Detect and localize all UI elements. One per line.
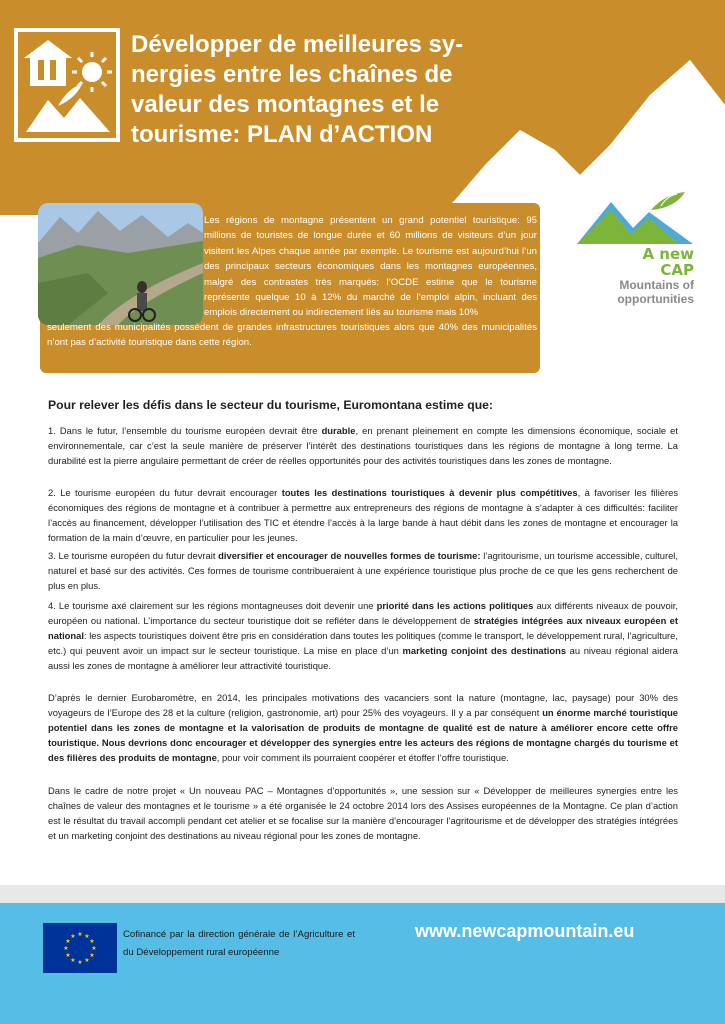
p1-text-a: 1. Dans le futur, l’ensemble du tourisme européen devrait être bbox=[48, 425, 322, 436]
svg-text:★: ★ bbox=[89, 952, 95, 959]
paragraph-1 bbox=[48, 423, 678, 468]
svg-text:★: ★ bbox=[77, 959, 83, 966]
p5-text-c: , pour voir comment ils pourraient coopérer et étoffer l’offre touristique. bbox=[216, 752, 509, 763]
paragraph-4 bbox=[48, 598, 678, 673]
paragraph-2 bbox=[48, 485, 678, 545]
title-line-1: Développer de meilleures sy- bbox=[131, 31, 464, 58]
p2-text-a: 2. Le tourisme européen du futur devrait encourager bbox=[48, 487, 282, 498]
page-title bbox=[131, 30, 491, 150]
footer-divider bbox=[0, 885, 725, 903]
svg-text:★: ★ bbox=[77, 931, 83, 938]
p3-bold: diversifier et encourager de nouvelles formes de tourisme: bbox=[218, 550, 481, 561]
svg-text:★: ★ bbox=[84, 957, 90, 964]
p3-text-a: 3. Le tourisme européen du futur devrait bbox=[48, 550, 219, 561]
cap-logo-line1: A new CAP bbox=[642, 245, 694, 279]
svg-text:★: ★ bbox=[65, 938, 71, 945]
title-line-4: tourisme: PLAN d’ACTION bbox=[131, 121, 433, 148]
p2-bold: toutes les destinations touristiques à devenir plus compétitives bbox=[281, 487, 578, 498]
header-banner bbox=[0, 0, 725, 215]
paragraph-5 bbox=[48, 690, 678, 765]
website-link[interactable]: www.newcapmountain.eu bbox=[415, 921, 635, 941]
hiker-photo bbox=[38, 203, 203, 325]
svg-text:★: ★ bbox=[84, 933, 90, 940]
svg-text:★: ★ bbox=[63, 945, 69, 952]
tourism-logo bbox=[14, 28, 120, 142]
title-line-2: nergies entre les chaînes de bbox=[131, 61, 453, 88]
cap-logo-line3: opportunities bbox=[617, 292, 694, 306]
svg-text:★: ★ bbox=[70, 957, 76, 964]
intro-text: Les régions de montagne présentent un grand potentiel touristique: 95 millions de touristes de longue durée et 60 millions de visiteurs d’un jour visitent les Alpes chaque année par exemple. Le tourisme est aujourd’hui l’un des principaux secteurs économiques dans les montagnes européennes, malgré des contrastes très marqués: l’OCDE estime que le tourisme représente quelque 10 à 12% du marché de l’emploi alpin, incluant des emplois directement ou indirectement liés au tourisme mais 10% bbox=[204, 215, 537, 319]
p5-bold: un énorme marché touristique potentiel dans les zones de montagne et la valorisation de produits de montagne de qualité est de nature à améliorer encore cette offre touristique. Nous devrions donc encourager et développer des synergies entre les acteurs des régions de montagne chargés du tourisme et des filières des produits de montagne bbox=[48, 707, 679, 763]
p4-text-c: aux différents niveaux de pouvoir, européen ou national. L’importance du secteur touristique doit se refléter dans le développement de bbox=[48, 600, 678, 626]
p4-text-g: au niveau régional aidera aussi les zones de montagne à améliorer leur attractivité touristique. bbox=[48, 645, 678, 671]
p4-text-a: 4. Le tourisme axé clairement sur les régions montagneuses doit devenir une bbox=[48, 600, 377, 611]
p4-bold-3: marketing conjoint des destinations bbox=[402, 645, 567, 656]
paragraph-3 bbox=[48, 548, 678, 593]
p4-text-e: : les aspects touristiques doivent être pris en considération dans toutes les politiques (comme le transport, le développement rural, l’agriculture, etc.) qui peuvent avoir un impact sur le secteur touristique. La mise en place d’un bbox=[48, 630, 678, 656]
svg-text:★: ★ bbox=[65, 952, 71, 959]
p1-text-c: , en prenant pleinement en compte les dimensions économique, sociale et environnementale, car c’est la seule manière de préserver l’intérêt des destinations touristiques dans les régions de montagne à long terme. La durabilité est la pierre angulaire permettant de créer de réelles opportunités pour des activités touristiques dans les zones de montagne. bbox=[48, 425, 678, 466]
cofinance-text: Cofinancé par la direction générale de l’Agriculture et du Développement rural européenne bbox=[123, 929, 355, 958]
svg-text:★: ★ bbox=[70, 933, 76, 940]
cap-logo-line2: Mountains of bbox=[619, 278, 694, 292]
mountain-leaf-icon bbox=[575, 188, 695, 248]
p4-bold-1: priorité dans les actions politiques bbox=[376, 600, 534, 611]
p2-text-c: , à favoriser les filières économiques des régions de montagne et à contribuer à permettre aux entrepreneurs des régions de montagne à s’adapter à ces difficultés: faciliter l’accès au financement, développer l’utilisation des TIC et étendre l’accès à la large bande à haut débit dans les zones de montagne et encourager la formation de la main d’œuvre, en particulier pour les jeunes. bbox=[48, 487, 679, 543]
p3-text-c: l’agritourisme, un tourisme accessible, culturel, naturel et basé sur des activités. Ces formes de tourisme contribueraient à une expérience touristique plus proche de ce que les gens recherchent de plus en plus. bbox=[48, 550, 678, 591]
svg-text:★: ★ bbox=[91, 945, 97, 952]
paragraph-6: Dans le cadre de notre projet « Un nouveau PAC – Montagnes d’opportunités », une session sur « Développer de meilleures synergies entre les chaînes de valeur des montagnes et le tourisme » a été organisée le 24 octobre 2014 lors des Assises européennes de la Montagne. Ce plan d’action est le résultat du travail accompli pendant cet atelier et se focalise sur la manière d’encourager l’agritourisme et de développer des stratégies intégrées et un marketing conjoint des destinations au niveau régional pour les zones de montagne. bbox=[48, 785, 678, 841]
p5-text-a: D’après le dernier Eurobaromètre, en 2014, les principales motivations des vacanciers sont la nature (montagne, lac, paysage) pour 30% des voyageurs de l’Europe des 28 et la culture (religion, gastronomie, art) pour 25% des voyageurs. Il y a par conséquent bbox=[48, 692, 678, 718]
eu-flag-icon bbox=[43, 923, 117, 973]
p1-bold: durable bbox=[321, 425, 356, 436]
intro-text-continued: seulement des municipalités possèdent de grandes infrastructures touristiques alors que 40% des municipalités n’ont pas d’activité touristique dans cette région. bbox=[47, 322, 537, 349]
p4-bold-2: stratégies intégrées aux niveaux européen et national bbox=[48, 615, 678, 641]
title-line-3: valeur des montagnes et le bbox=[131, 91, 440, 118]
cap-logo-text bbox=[606, 246, 694, 306]
svg-text:★: ★ bbox=[89, 938, 95, 945]
section-heading: Pour relever les défis dans le secteur du tourisme, Euromontana estime que: bbox=[48, 398, 493, 412]
